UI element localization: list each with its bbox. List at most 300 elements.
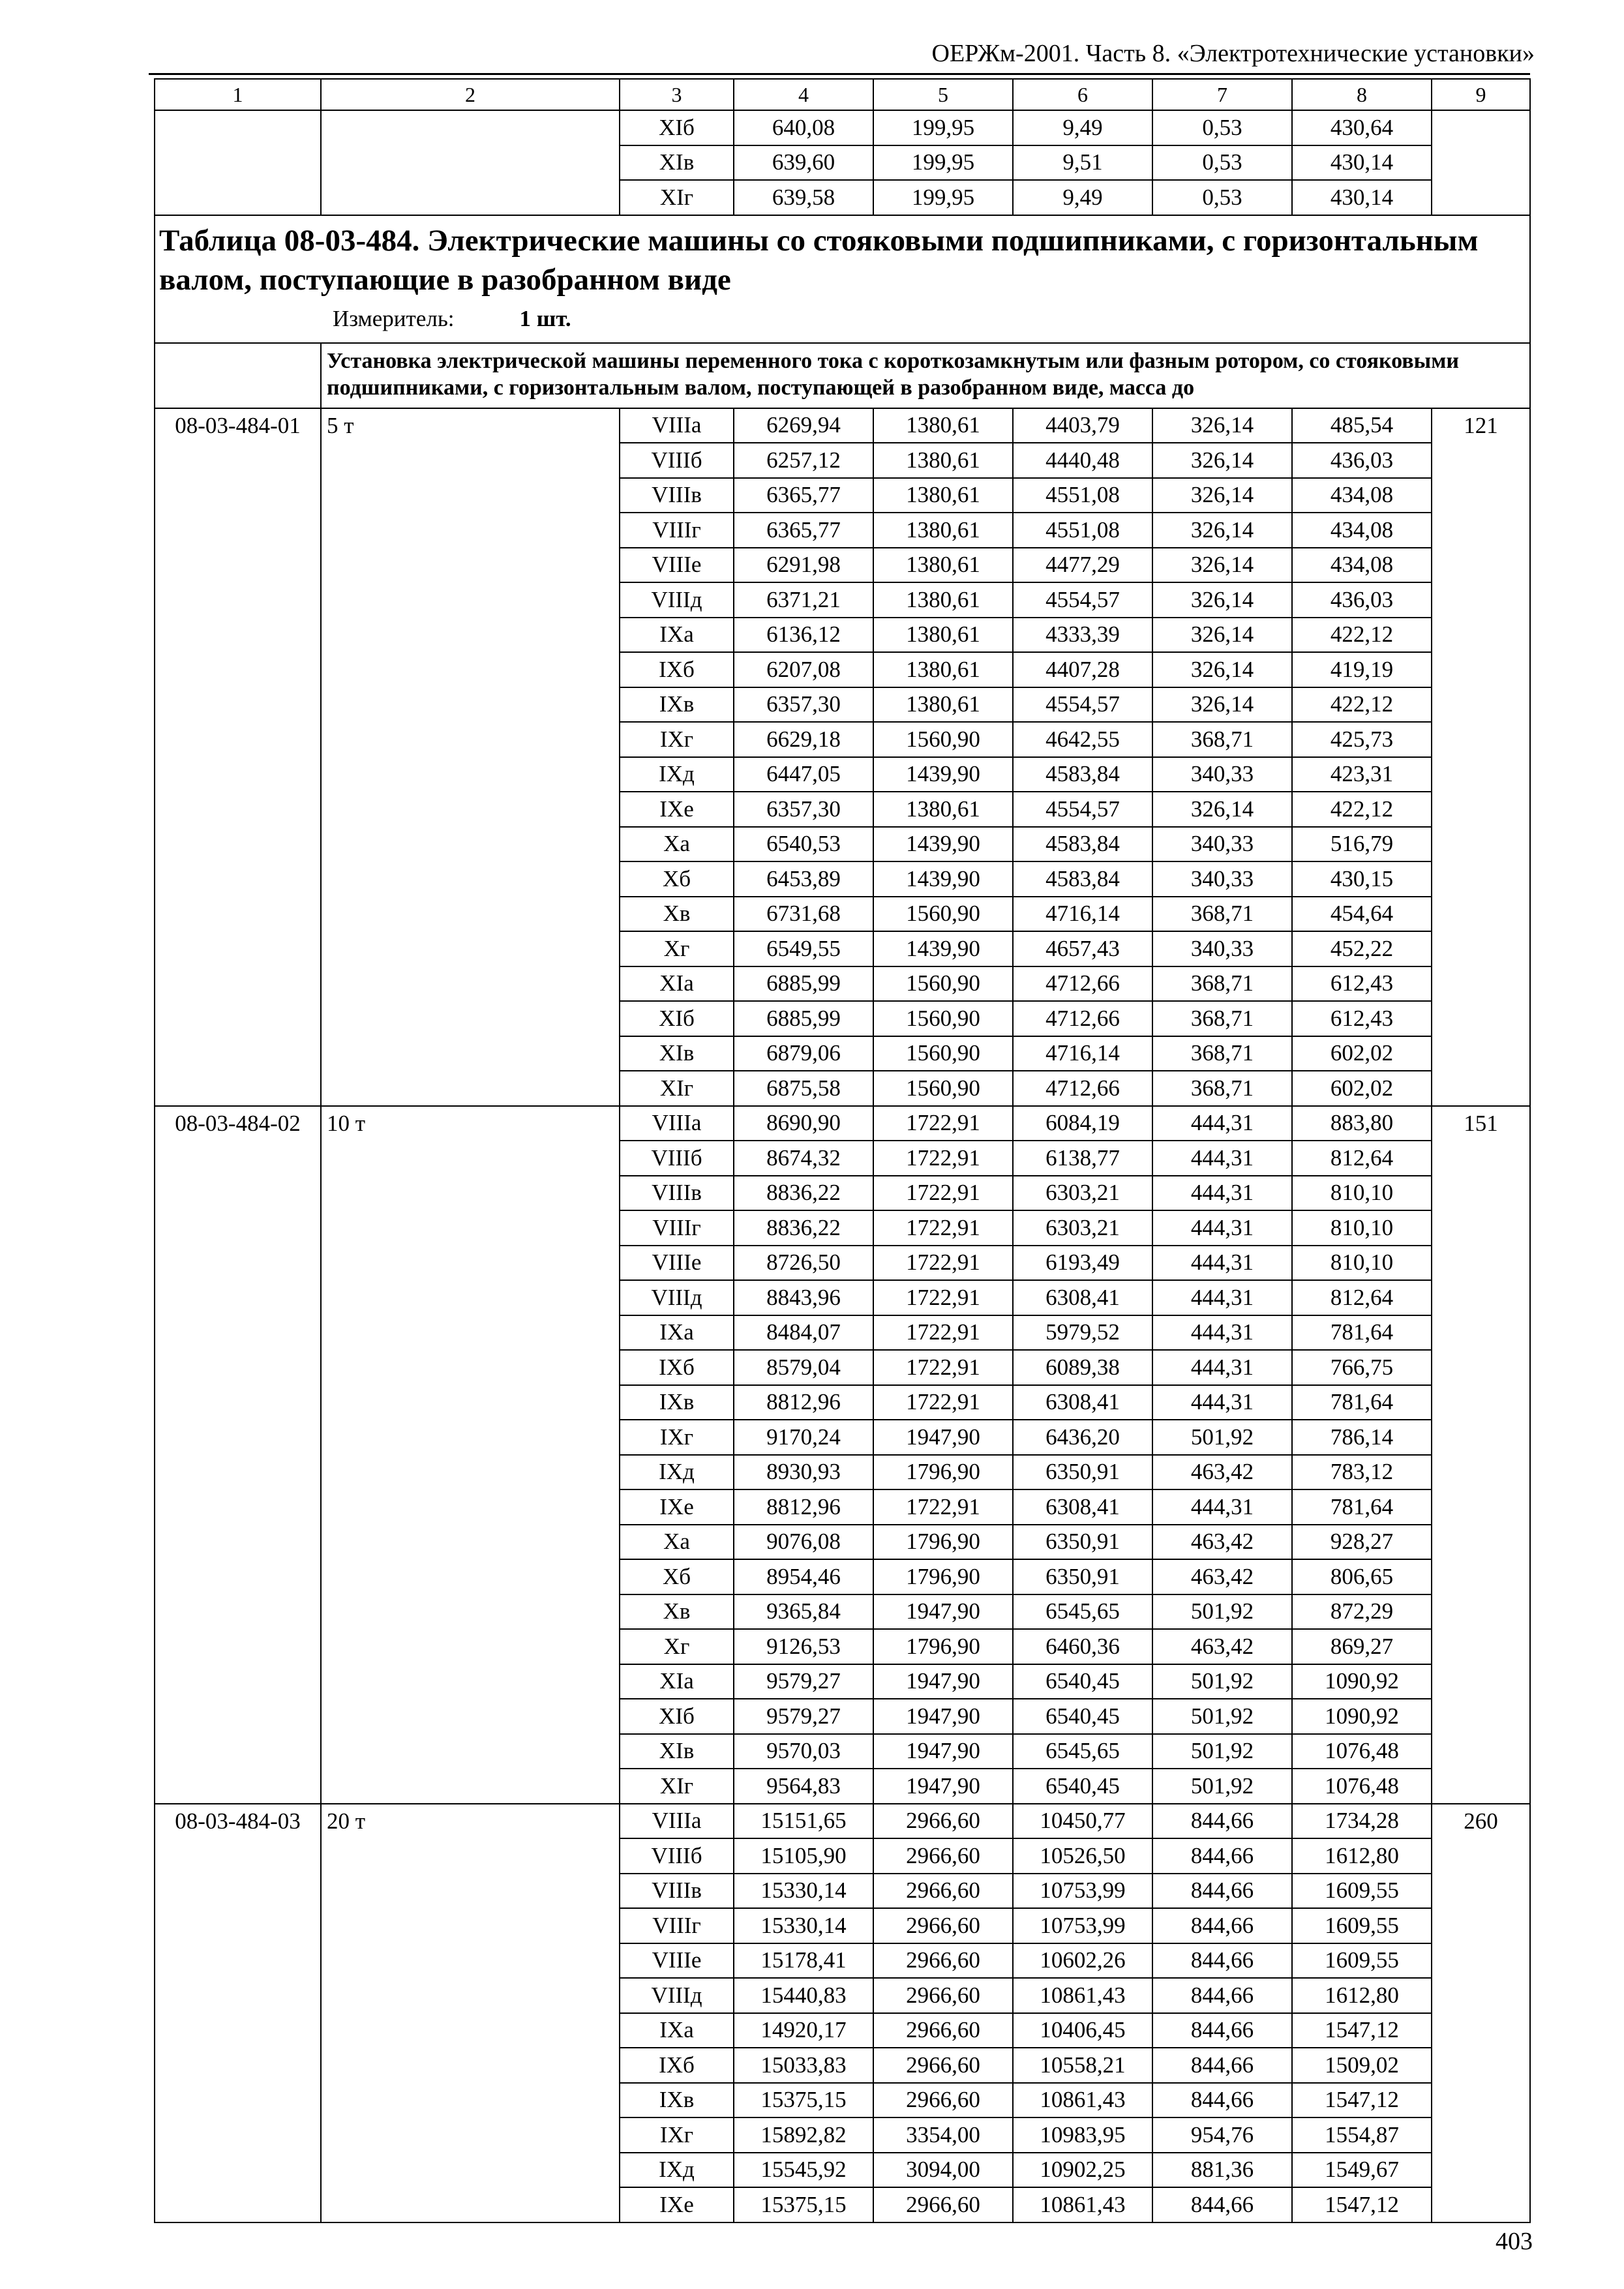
table-cell: 2966,60 (873, 2187, 1013, 2222)
table-cell: 1947,90 (873, 1420, 1013, 1455)
table-cell: 6357,30 (734, 687, 873, 723)
table-cell: 2966,60 (873, 1804, 1013, 1839)
table-cell: 419,19 (1292, 652, 1432, 687)
table-cell: VIIIв (620, 478, 734, 513)
table-cell: IXв (620, 2083, 734, 2118)
table-cell: 928,27 (1292, 1525, 1432, 1560)
table-cell: 444,31 (1152, 1246, 1292, 1281)
table-cell: IXг (620, 1420, 734, 1455)
table-cell: 436,03 (1292, 443, 1432, 478)
table-cell: 1947,90 (873, 1699, 1013, 1734)
table-cell: Xб (620, 1559, 734, 1594)
table-cell: 1722,91 (873, 1489, 1013, 1525)
table-cell: 1380,61 (873, 478, 1013, 513)
table-cell: 1380,61 (873, 792, 1013, 827)
table-cell: 4583,84 (1013, 757, 1152, 792)
table-cell: VIIIа (620, 408, 734, 443)
column-number-row (155, 79, 1530, 110)
table-cell: XIа (620, 966, 734, 1002)
table-cell: 501,92 (1152, 1699, 1292, 1734)
table-cell: 10861,43 (1013, 2187, 1152, 2222)
table-cell: 6540,45 (1013, 1769, 1152, 1804)
table-cell: 463,42 (1152, 1559, 1292, 1594)
table-cell: 4551,08 (1013, 478, 1152, 513)
table-cell: 368,71 (1152, 966, 1292, 1002)
table-cell: 1796,90 (873, 1629, 1013, 1664)
table-cell: 326,14 (1152, 618, 1292, 653)
table-cell: 1380,61 (873, 443, 1013, 478)
table-cell: 6193,49 (1013, 1246, 1152, 1281)
table-cell: 423,31 (1292, 757, 1432, 792)
table-cell: 954,76 (1152, 2117, 1292, 2153)
table-cell: 452,22 (1292, 931, 1432, 966)
meter-label: Измеритель: (333, 305, 455, 331)
table-cell: 6731,68 (734, 897, 873, 932)
table-cell: 10406,45 (1013, 2013, 1152, 2048)
table-cell: 1796,90 (873, 1525, 1013, 1560)
table-cell: 326,14 (1152, 582, 1292, 618)
table-cell: 6540,53 (734, 827, 873, 862)
table-cell: 326,14 (1152, 513, 1292, 548)
table-cell: 810,10 (1292, 1246, 1432, 1281)
table-cell: 844,66 (1152, 1874, 1292, 1909)
table-cell: 881,36 (1152, 2153, 1292, 2188)
table-cell: 6257,12 (734, 443, 873, 478)
table-cell: 15330,14 (734, 1908, 873, 1943)
table-cell: 844,66 (1152, 1804, 1292, 1839)
table-cell: 1090,92 (1292, 1699, 1432, 1734)
table-cell: 9,49 (1013, 180, 1152, 215)
table-cell: 444,31 (1152, 1350, 1292, 1385)
table-cell: 8812,96 (734, 1385, 873, 1420)
table-cell: 14920,17 (734, 2013, 873, 2048)
table-cell: Xа (620, 1525, 734, 1560)
column9-value: 151 (1432, 1106, 1530, 1804)
table-cell: 6207,08 (734, 652, 873, 687)
table-cell: XIг (620, 180, 734, 215)
column-number: 6 (1013, 79, 1152, 110)
table-cell: 844,66 (1152, 2048, 1292, 2083)
table-cell: 10558,21 (1013, 2048, 1152, 2083)
table-cell: 368,71 (1152, 897, 1292, 932)
table-cell: 8484,07 (734, 1315, 873, 1351)
table-cell: 1722,91 (873, 1210, 1013, 1246)
table-cell: 812,64 (1292, 1280, 1432, 1315)
table-cell: XIа (620, 1664, 734, 1699)
table-cell: IXд (620, 757, 734, 792)
table-cell: 501,92 (1152, 1594, 1292, 1630)
column-number: 1 (155, 79, 321, 110)
table-cell: 1722,91 (873, 1315, 1013, 1351)
table-cell: 15545,92 (734, 2153, 873, 2188)
table-cell: IXв (620, 1385, 734, 1420)
table-cell: 766,75 (1292, 1350, 1432, 1385)
table-cell: 444,31 (1152, 1280, 1292, 1315)
table-cell: 430,64 (1292, 110, 1432, 145)
table-cell: 15330,14 (734, 1874, 873, 1909)
table-cell: 602,02 (1292, 1036, 1432, 1071)
table-cell: 844,66 (1152, 1908, 1292, 1943)
column-number: 3 (620, 79, 734, 110)
table-cell: 1076,48 (1292, 1769, 1432, 1804)
table-cell: 15178,41 (734, 1943, 873, 1979)
table-cell: VIIIв (620, 1176, 734, 1211)
continuation-col9-cell (1432, 110, 1530, 215)
meter-line (159, 306, 1526, 332)
table-cell: 516,79 (1292, 827, 1432, 862)
table-cell: 434,08 (1292, 513, 1432, 548)
table-cell: 444,31 (1152, 1106, 1292, 1141)
table-cell: 844,66 (1152, 2083, 1292, 2118)
table-cell: 8726,50 (734, 1246, 873, 1281)
table-cell: 4407,28 (1013, 652, 1152, 687)
mass-label: 10 т (321, 1106, 620, 1804)
table-cell: XIв (620, 1036, 734, 1071)
table-cell: IXд (620, 1455, 734, 1490)
table-cell: 436,03 (1292, 582, 1432, 618)
table-cell: 15375,15 (734, 2187, 873, 2222)
mass-label: 20 т (321, 1804, 620, 2222)
table-cell: 1380,61 (873, 513, 1013, 548)
table-cell: 422,12 (1292, 618, 1432, 653)
table-cell: VIIIд (620, 582, 734, 618)
column-number: 7 (1152, 79, 1292, 110)
table-cell: 1560,90 (873, 1071, 1013, 1106)
table-cell: 844,66 (1152, 1978, 1292, 2013)
table-cell: 6291,98 (734, 548, 873, 583)
table-cell: 10753,99 (1013, 1874, 1152, 1909)
table-cell: 9076,08 (734, 1525, 873, 1560)
table-cell: XIв (620, 145, 734, 181)
table-cell: 326,14 (1152, 478, 1292, 513)
table-cell: 1722,91 (873, 1106, 1013, 1141)
table-cell: 2966,60 (873, 1943, 1013, 1979)
table-cell: 1722,91 (873, 1385, 1013, 1420)
table-cell: 786,14 (1292, 1420, 1432, 1455)
table-row (155, 408, 1530, 443)
table-row (155, 1106, 1530, 1141)
table-cell: VIIIд (620, 1280, 734, 1315)
table-cell: 8579,04 (734, 1350, 873, 1385)
table-cell: Xб (620, 861, 734, 897)
table-cell: 6365,77 (734, 513, 873, 548)
table-cell: 340,33 (1152, 931, 1292, 966)
table-cell: 326,14 (1152, 408, 1292, 443)
table-cell: 1547,12 (1292, 2187, 1432, 2222)
table-cell: 0,53 (1152, 180, 1292, 215)
position-code: 08-03-484-01 (155, 408, 321, 1106)
table-cell: 6308,41 (1013, 1489, 1152, 1525)
table-cell: 810,10 (1292, 1176, 1432, 1211)
table-cell: 612,43 (1292, 1001, 1432, 1036)
table-cell: 501,92 (1152, 1664, 1292, 1699)
table-cell: 1947,90 (873, 1594, 1013, 1630)
table-cell: 8836,22 (734, 1210, 873, 1246)
table-cell: 326,14 (1152, 443, 1292, 478)
table-cell: 326,14 (1152, 548, 1292, 583)
table-cell: 8674,32 (734, 1141, 873, 1176)
table-cell: 1547,12 (1292, 2013, 1432, 2048)
table-cell: IXг (620, 2117, 734, 2153)
table-cell: 444,31 (1152, 1385, 1292, 1420)
table-row (155, 110, 1530, 145)
table-cell: 1380,61 (873, 652, 1013, 687)
table-cell: 6308,41 (1013, 1280, 1152, 1315)
table-cell: VIIIе (620, 1246, 734, 1281)
table-cell: 501,92 (1152, 1769, 1292, 1804)
table-cell: 6540,45 (1013, 1699, 1152, 1734)
table-cell: 806,65 (1292, 1559, 1432, 1594)
table-cell: VIIIб (620, 1141, 734, 1176)
table-cell: 1722,91 (873, 1246, 1013, 1281)
table-cell: 6350,91 (1013, 1525, 1152, 1560)
table-cell: 9570,03 (734, 1734, 873, 1769)
table-cell: VIIIа (620, 1804, 734, 1839)
table-cell: 3354,00 (873, 2117, 1013, 2153)
page-number: 403 (1496, 2228, 1533, 2255)
table-cell: 1947,90 (873, 1769, 1013, 1804)
table-cell: IXе (620, 2187, 734, 2222)
table-cell: 6875,58 (734, 1071, 873, 1106)
table-cell: 9,51 (1013, 145, 1152, 181)
table-cell: 15105,90 (734, 1838, 873, 1874)
table-cell: 8843,96 (734, 1280, 873, 1315)
column-number: 9 (1432, 79, 1530, 110)
table-cell: 430,14 (1292, 180, 1432, 215)
table-cell: 2966,60 (873, 2048, 1013, 2083)
table-cell: 326,14 (1152, 652, 1292, 687)
table-cell: 1722,91 (873, 1280, 1013, 1315)
table-cell: IXа (620, 2013, 734, 2048)
table-cell: VIIIб (620, 1838, 734, 1874)
table-cell: 1722,91 (873, 1350, 1013, 1385)
table-cell: VIIIа (620, 1106, 734, 1141)
table-cell: VIIIе (620, 548, 734, 583)
table-cell: 199,95 (873, 180, 1013, 215)
table-cell: 326,14 (1152, 792, 1292, 827)
table-cell: 1612,80 (1292, 1838, 1432, 1874)
table-cell: 6365,77 (734, 478, 873, 513)
table-cell: 2966,60 (873, 1978, 1013, 2013)
table-cell: 1612,80 (1292, 1978, 1432, 2013)
table-cell: 6303,21 (1013, 1210, 1152, 1246)
table-cell: 1076,48 (1292, 1734, 1432, 1769)
table-cell: 6357,30 (734, 792, 873, 827)
table-cell: 430,15 (1292, 861, 1432, 897)
table-cell: 10983,95 (1013, 2117, 1152, 2153)
table-cell: 4657,43 (1013, 931, 1152, 966)
table-cell: 8690,90 (734, 1106, 873, 1141)
table-cell: VIIIг (620, 1210, 734, 1246)
table-cell: 434,08 (1292, 478, 1432, 513)
table-cell: 4554,57 (1013, 582, 1152, 618)
table-cell: 368,71 (1152, 722, 1292, 757)
table-cell: 1380,61 (873, 548, 1013, 583)
table-cell: Xа (620, 827, 734, 862)
table-cell: 4712,66 (1013, 1001, 1152, 1036)
table-cell: 1609,55 (1292, 1943, 1432, 1979)
table-cell: 4583,84 (1013, 861, 1152, 897)
table-cell: 6084,19 (1013, 1106, 1152, 1141)
column-number: 8 (1292, 79, 1432, 110)
table-cell: XIг (620, 1071, 734, 1106)
table-cell: IXв (620, 687, 734, 723)
table-cell: 1549,67 (1292, 2153, 1432, 2188)
table-cell: 5979,52 (1013, 1315, 1152, 1351)
table-cell: 1609,55 (1292, 1908, 1432, 1943)
table-cell: 1380,61 (873, 582, 1013, 618)
column-number: 5 (873, 79, 1013, 110)
table-cell: 1796,90 (873, 1559, 1013, 1594)
table-cell: 6436,20 (1013, 1420, 1152, 1455)
table-cell: IXб (620, 1350, 734, 1385)
column-number: 4 (734, 79, 873, 110)
table-cell: 1560,90 (873, 722, 1013, 757)
table-cell: 844,66 (1152, 1838, 1292, 1874)
table-cell: 6350,91 (1013, 1559, 1152, 1594)
table-cell: 15033,83 (734, 2048, 873, 2083)
table-cell: 485,54 (1292, 408, 1432, 443)
table-cell: XIг (620, 1769, 734, 1804)
table-cell: 340,33 (1152, 827, 1292, 862)
table-cell: 6545,65 (1013, 1734, 1152, 1769)
table-cell: 2966,60 (873, 2013, 1013, 2048)
continuation-mass-cell (321, 110, 620, 215)
table-cell: VIIIд (620, 1978, 734, 2013)
table-cell: 4712,66 (1013, 1071, 1152, 1106)
table-cell: IXб (620, 652, 734, 687)
description-row (155, 343, 1530, 408)
table-cell: 810,10 (1292, 1210, 1432, 1246)
table-cell: 9170,24 (734, 1420, 873, 1455)
table-cell: 639,58 (734, 180, 873, 215)
table-cell: 368,71 (1152, 1071, 1292, 1106)
column9-value: 121 (1432, 408, 1530, 1106)
table-cell: 6549,55 (734, 931, 873, 966)
table-cell: 368,71 (1152, 1036, 1292, 1071)
table-cell: 0,53 (1152, 110, 1292, 145)
table-cell: 1560,90 (873, 1036, 1013, 1071)
table-cell: 8930,93 (734, 1455, 873, 1490)
table-cell: 2966,60 (873, 1874, 1013, 1909)
table-cell: 10602,26 (1013, 1943, 1152, 1979)
table-cell: 463,42 (1152, 1629, 1292, 1664)
running-header: ОЕРЖм-2001. Часть 8. «Электротехнические установки» (931, 40, 1535, 67)
table-cell: 10861,43 (1013, 2083, 1152, 2118)
mass-label: 5 т (321, 408, 620, 1106)
table-cell: 4551,08 (1013, 513, 1152, 548)
table-cell: 1380,61 (873, 618, 1013, 653)
table-cell: 8812,96 (734, 1489, 873, 1525)
table-cell: 1380,61 (873, 687, 1013, 723)
table-cell: 4712,66 (1013, 966, 1152, 1002)
table-cell: 6879,06 (734, 1036, 873, 1071)
table-cell: 4554,57 (1013, 687, 1152, 723)
table-cell: 6136,12 (734, 618, 873, 653)
table-cell: 3094,00 (873, 2153, 1013, 2188)
table-cell: 422,12 (1292, 687, 1432, 723)
table-cell: 6138,77 (1013, 1141, 1152, 1176)
table-cell: 444,31 (1152, 1176, 1292, 1211)
header-rule (149, 73, 1530, 75)
table-cell: 9365,84 (734, 1594, 873, 1630)
table-cell: 199,95 (873, 110, 1013, 145)
table-cell: VIIIб (620, 443, 734, 478)
table-description: Установка электрической машины переменного тока с короткозамкнутым или фазным ротором, со стояковыми подшипниками, с горизонтальным валом, поступающей в разобранном виде, масса до (321, 343, 1530, 408)
table-cell: 6453,89 (734, 861, 873, 897)
table-cell: 444,31 (1152, 1315, 1292, 1351)
table-cell: 463,42 (1152, 1455, 1292, 1490)
table-cell: 4642,55 (1013, 722, 1152, 757)
table-cell: 6447,05 (734, 757, 873, 792)
continuation-code-cell (155, 110, 321, 215)
table-cell: 1947,90 (873, 1734, 1013, 1769)
table-cell: IXд (620, 2153, 734, 2188)
table-cell: Xг (620, 931, 734, 966)
table-cell: 4333,39 (1013, 618, 1152, 653)
table-cell: VIIIе (620, 1943, 734, 1979)
table-cell: 199,95 (873, 145, 1013, 181)
table-cell: XIв (620, 1734, 734, 1769)
table-cell: 640,08 (734, 110, 873, 145)
price-table (154, 78, 1531, 2223)
table-cell: 781,64 (1292, 1489, 1432, 1525)
table-cell: 1734,28 (1292, 1804, 1432, 1839)
table-cell: IXа (620, 618, 734, 653)
table-cell: 844,66 (1152, 2013, 1292, 2048)
table-cell: 6545,65 (1013, 1594, 1152, 1630)
table-cell: 872,29 (1292, 1594, 1432, 1630)
table-cell: 501,92 (1152, 1734, 1292, 1769)
table-cell: 9564,83 (734, 1769, 873, 1804)
table-cell: 4403,79 (1013, 408, 1152, 443)
table-cell: 15375,15 (734, 2083, 873, 2118)
column-number: 2 (321, 79, 620, 110)
table-cell: 844,66 (1152, 2187, 1292, 2222)
table-cell: 6089,38 (1013, 1350, 1152, 1385)
table-cell: 6269,94 (734, 408, 873, 443)
table-cell: 2966,60 (873, 1908, 1013, 1943)
table-cell: 4477,29 (1013, 548, 1152, 583)
table-cell: Xв (620, 897, 734, 932)
table-cell: 2966,60 (873, 2083, 1013, 2118)
table-cell: 783,12 (1292, 1455, 1432, 1490)
table-cell: 812,64 (1292, 1141, 1432, 1176)
column9-value: 260 (1432, 1804, 1530, 2222)
table-cell: 6540,45 (1013, 1664, 1152, 1699)
table-cell: 781,64 (1292, 1385, 1432, 1420)
table-cell: 422,12 (1292, 792, 1432, 827)
table-cell: 4554,57 (1013, 792, 1152, 827)
table-cell: 444,31 (1152, 1489, 1292, 1525)
table-cell: IXб (620, 2048, 734, 2083)
table-cell: Xг (620, 1629, 734, 1664)
table-cell: 612,43 (1292, 966, 1432, 1002)
table-cell: 15440,83 (734, 1978, 873, 2013)
table-cell: 6885,99 (734, 1001, 873, 1036)
table-cell: 1547,12 (1292, 2083, 1432, 2118)
table-cell: 4440,48 (1013, 443, 1152, 478)
table-cell: 1439,90 (873, 931, 1013, 966)
table-row (155, 1804, 1530, 1839)
table-cell: IXа (620, 1315, 734, 1351)
table-cell: 10450,77 (1013, 1804, 1152, 1839)
table-cell: 6303,21 (1013, 1176, 1152, 1211)
table-cell: 1509,02 (1292, 2048, 1432, 2083)
table-cell: 8836,22 (734, 1176, 873, 1211)
table-cell: 602,02 (1292, 1071, 1432, 1106)
table-cell: 6350,91 (1013, 1455, 1152, 1490)
